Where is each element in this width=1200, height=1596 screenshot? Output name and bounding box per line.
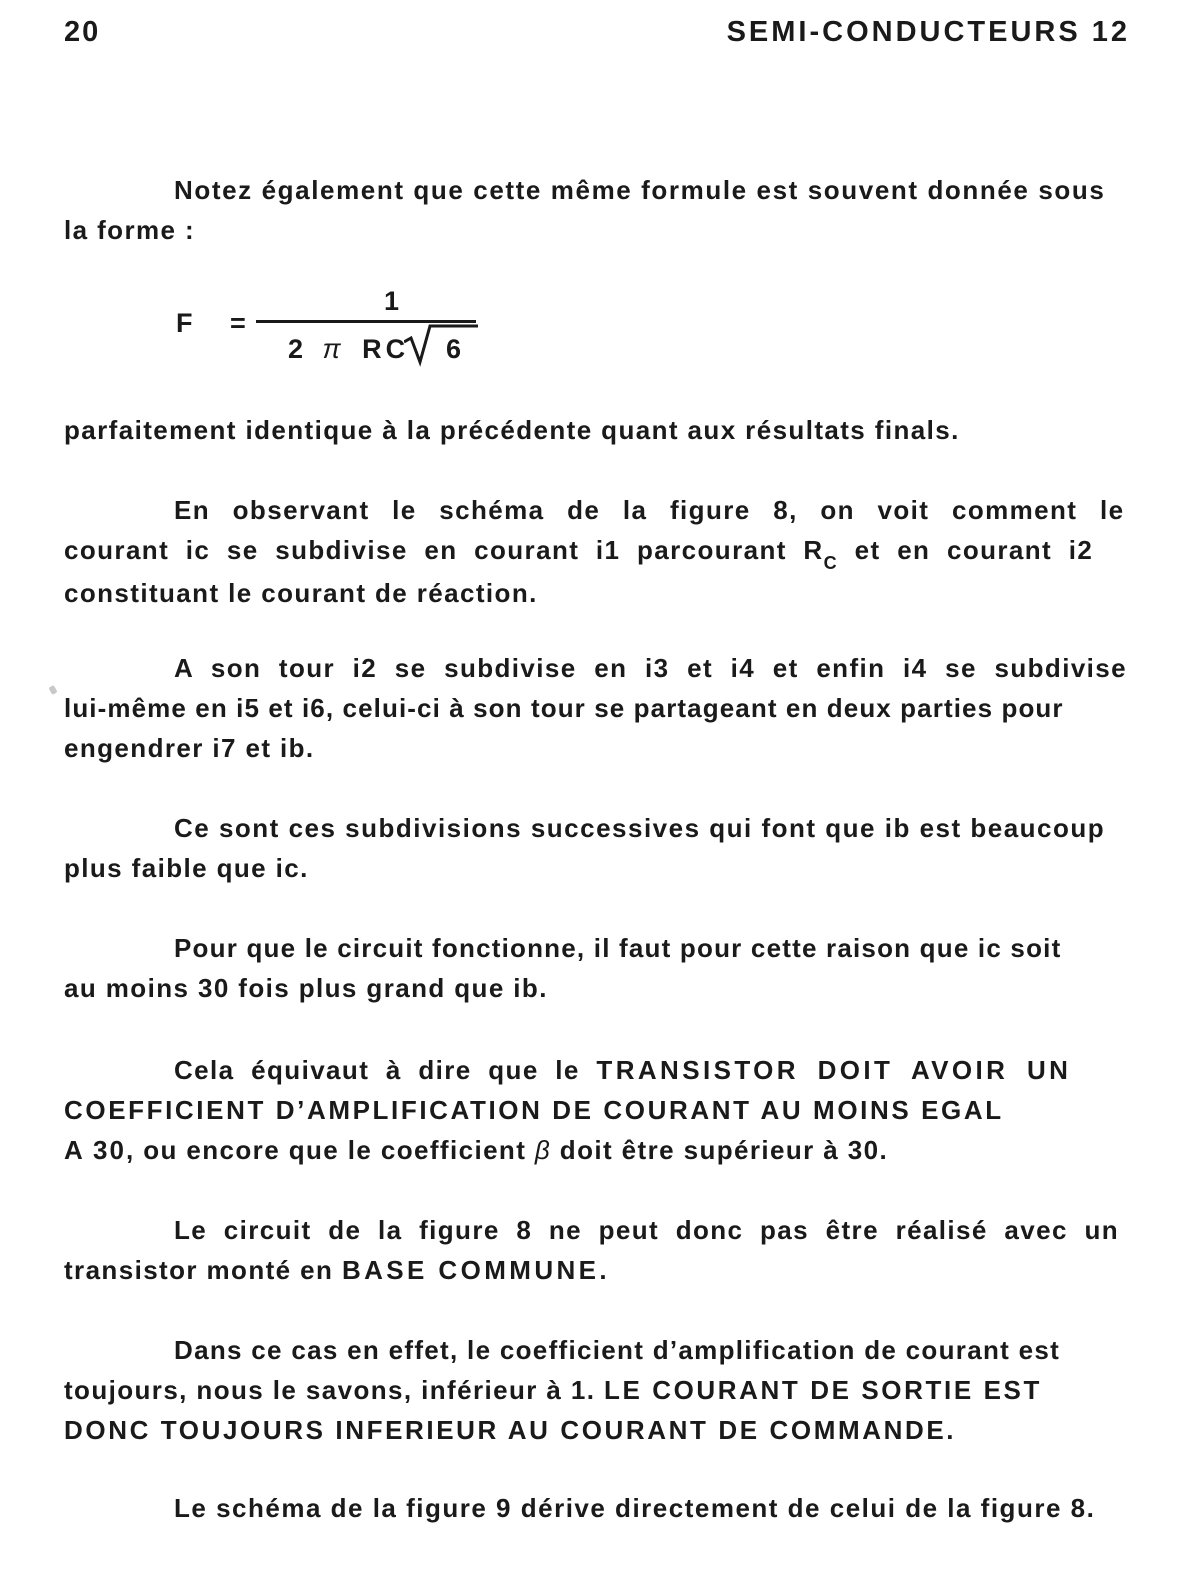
paragraph-line: au moins 30 fois plus grand que ib. bbox=[64, 973, 548, 1003]
paragraph-line bbox=[64, 1370, 1130, 1410]
paragraph-line: En observant le schéma de la figure 8, on voit comment le bbox=[174, 495, 1125, 525]
text-run: et en courant i2 bbox=[838, 535, 1094, 565]
formula-numerator: 1 bbox=[384, 286, 400, 316]
text-run: transistor monté en bbox=[64, 1255, 342, 1285]
paragraph-line: Le schéma de la figure 9 dérive directement de celui de la figure 8. bbox=[174, 1493, 1096, 1523]
denominator-rc: RC bbox=[362, 334, 410, 364]
paragraph-line: Notez également que cette même formule est souvent donnée sous bbox=[174, 175, 1106, 205]
subscript-c: C bbox=[823, 553, 839, 573]
formula-lhs: F bbox=[176, 308, 193, 338]
square-root-icon bbox=[404, 320, 484, 370]
paragraph-line bbox=[64, 1250, 1130, 1290]
paragraph-coefficient bbox=[64, 1050, 1130, 1170]
scan-speck bbox=[48, 685, 57, 695]
paragraph-line bbox=[64, 1050, 1130, 1090]
paragraph-line: Ce sont ces subdivisions successives qui font que ib est beaucoup bbox=[174, 813, 1106, 843]
paragraph-line: Pour que le circuit fonctionne, il faut pour cette raison que ic soit bbox=[174, 933, 1062, 963]
paragraph-subdivisions bbox=[64, 648, 1130, 768]
paragraph-line: la forme : bbox=[64, 215, 196, 245]
paragraph-line: Dans ce cas en effet, le coefficient d’amplification de courant est bbox=[174, 1335, 1061, 1365]
formula-radicand: 6 bbox=[446, 334, 462, 364]
text-run: doit être supérieur à 30. bbox=[551, 1135, 889, 1165]
paragraph-circuit-condition bbox=[64, 928, 1130, 1008]
paragraph-line: lui-même en i5 et i6, celui-ci à son tour se partageant en deux parties pour bbox=[64, 693, 1064, 723]
denominator-two: 2 bbox=[288, 334, 308, 364]
paragraph-line: plus faible que ic. bbox=[64, 853, 309, 883]
beta-symbol: β bbox=[534, 1135, 552, 1165]
paragraph-output-current bbox=[64, 1330, 1130, 1450]
text-run: toujours, nous le savons, inférieur à 1. bbox=[64, 1375, 604, 1405]
paragraph-figure8-currents bbox=[64, 490, 1130, 613]
text-run-caps: BASE COMMUNE. bbox=[341, 1255, 611, 1285]
paragraph-line: COEFFICIENT D’AMPLIFICATION DE COURANT AU MOINS EGAL bbox=[64, 1095, 1004, 1125]
paragraph-intro-formula bbox=[64, 170, 1130, 250]
paragraph-figure9 bbox=[64, 1488, 1130, 1528]
paragraph-common-base bbox=[64, 1210, 1130, 1290]
text-run-caps: LE COURANT DE SORTIE EST bbox=[603, 1375, 1042, 1405]
formula-equals: = bbox=[230, 308, 246, 338]
paragraph-line bbox=[64, 530, 1130, 573]
paragraph-line: engendrer i7 et ib. bbox=[64, 733, 315, 763]
paragraph-line bbox=[64, 1130, 1130, 1170]
text-run-caps: A 30 bbox=[64, 1135, 126, 1165]
text-run-caps: TRANSISTOR DOIT AVOIR UN bbox=[596, 1055, 1072, 1085]
page-number: 20 bbox=[64, 16, 101, 48]
frequency-formula bbox=[176, 286, 496, 376]
text-run: , ou encore que le coefficient bbox=[125, 1135, 535, 1165]
paragraph-line: parfaitement identique à la précédente quant aux résultats finals. bbox=[64, 415, 960, 445]
paragraph-line: DONC TOUJOURS INFERIEUR AU COURANT DE COMMANDE. bbox=[64, 1415, 957, 1445]
paragraph-line: Le circuit de la figure 8 ne peut donc pas être réalisé avec un bbox=[174, 1215, 1120, 1245]
denominator-pi: π bbox=[322, 334, 345, 364]
text-run: courant ic se subdivise en courant i1 parcourant R bbox=[64, 535, 824, 565]
paragraph-line: constituant le courant de réaction. bbox=[64, 578, 538, 608]
paragraph-successive bbox=[64, 808, 1130, 888]
formula-denominator bbox=[288, 334, 409, 365]
text-run: Cela équivaut à dire que le bbox=[174, 1055, 597, 1085]
paragraph-line: A son tour i2 se subdivise en i3 et i4 et enfin i4 se subdivise bbox=[174, 653, 1128, 683]
running-title: SEMI-CONDUCTEURS 12 bbox=[726, 16, 1130, 48]
paragraph-identical bbox=[64, 410, 1130, 450]
